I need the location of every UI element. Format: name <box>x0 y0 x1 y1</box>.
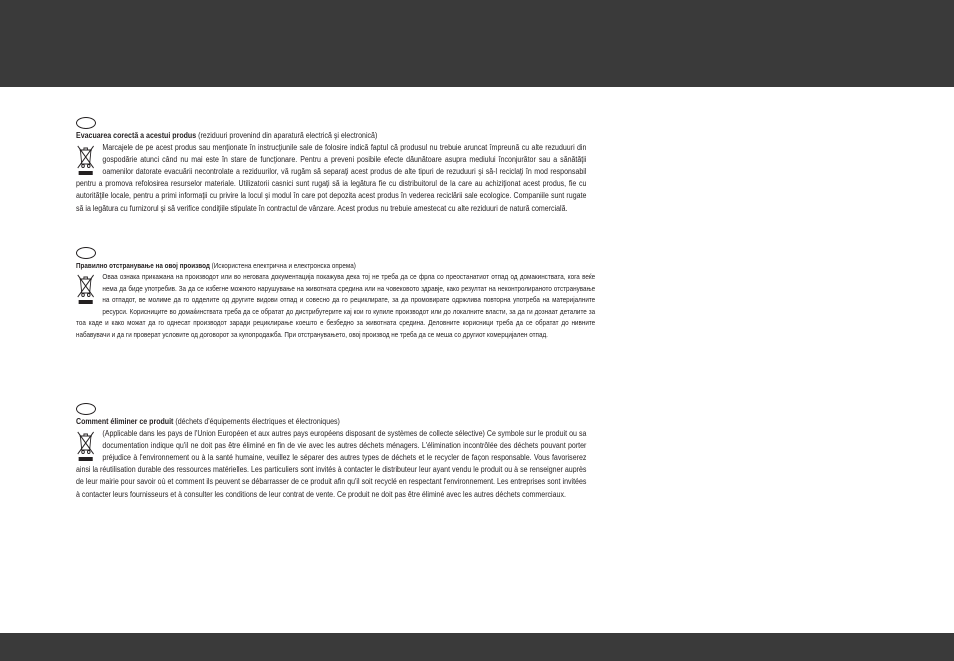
crossed-out-wheelie-bin-icon <box>76 429 97 463</box>
disposal-section-fr <box>76 403 586 501</box>
section-heading <box>76 130 586 142</box>
disposal-section-mk <box>76 247 596 341</box>
crossed-out-wheelie-bin-icon <box>76 272 97 306</box>
section-title: Comment éliminer ce produit <box>76 417 174 426</box>
disposal-section-ro <box>76 117 586 215</box>
section-body <box>76 271 595 341</box>
section-body <box>76 428 586 501</box>
crossed-out-wheelie-bin-icon <box>76 143 97 177</box>
section-title: Правилно отстранување на овој производ <box>76 261 210 270</box>
section-subtitle: (Искористена електрична и електронска опрема) <box>211 261 356 270</box>
header-bar <box>0 0 954 87</box>
section-text: Оваа ознака прикажана на производот или во неговата документација покажува дека тој не треба да се фрла со преостанатиот отпад од домакинствата, кога веќе нема да биде употребив. За да се избегне можното нарушување на животната средина или на човековото здравје, како резултат на неконтролираното отстранување на отпадот, ве молиме да го одделите од другите видови отпад и совесно да го рециклирате, за да промовирате одржлива повторна употреба на материјалните ресурси. Корисниците во домаќинствата треба да се обратат до дистрибутерите кај кои го купиле производот или до локалните власти, за да ги дознаат деталите за тоа каде и како можат да го однесат производот заради рециклирање коешто е безбедно за животната средина. Деловните корисници треба да се обратат до нивните набавувачи и да ги проверат условите од договорот за купопродажба. При отстранувањето, овој производ не треба да се меша со другиот комерцијален отпад. <box>76 272 596 339</box>
section-heading <box>76 260 604 271</box>
footer-bar <box>0 633 954 661</box>
section-text: (Applicable dans les pays de l'Union Européen et aux autres pays européens disposant de systèmes de collecte sélective) Ce symbole sur le produit ou sa documentation indique qu'il ne doit pas être éliminé en fin de vie avec les autres déchets ménagers. L'élimination incontrôlée des déchets pouvant porter préjudice à l'environnement ou à la santé humaine, veuillez le séparer des autres types de déchets et le recycler de façon responsable. Vous favoriserez ainsi la réutilisation durable des ressources matérielles. Les particuliers sont invités à contacter le distributeur leur ayant vendu le produit ou à se renseigner auprès de leur mairie pour savoir où et comment ils peuvent se débarrasser de ce produit afin qu'il soit recyclé en respectant l'environnement. Les entreprises sont invitées à contacter leurs fournisseurs et à consulter les conditions de leur contrat de vente. Ce produit ne doit pas être éliminé avec les autres déchets commerciaux. <box>76 428 587 499</box>
section-heading <box>76 416 586 428</box>
section-body <box>76 142 586 215</box>
section-text: Marcajele de pe acest produs sau menţionate în instrucţiunile sale de folosire indică faptul că produsul nu trebuie aruncat împreună cu alte rezuduuri din gospodărie atunci când nu mai este în stare de funcţionare. Pentru a preveni posibile efecte dăunătoare asupra mediului înconjurător sau a sănătăţii oamenilor datorate evacuării necontrolate a reziduurilor, vă rugăm să separaţi acest produs de alte tipuri de rezuduuri şi să-l reciclaţi în mod responsabil pentru a promova refolosirea resurselor materiale. Utilizatorii casnici sunt rugaţi să ia legătura fie cu distribuitorul de la care au achiziţionat acest produs, fie cu autorităţile locale, pentru a primi informaţii cu privire la locul şi modul în care pot depozita acest produs în vederea reciclării sale ecologice. Companiile sunt rugate să ia legătura cu furnizorul şi să verifice condiţiile stipulate în contractul de vânzare. Acest produs nu trebuie amestecat cu alte reziduuri de natură comercială. <box>76 142 587 213</box>
language-oval-icon <box>76 247 96 259</box>
language-oval-icon <box>76 117 96 129</box>
section-subtitle: (reziduuri provenind din aparatură electrică şi electronică) <box>198 131 378 140</box>
section-subtitle: (déchets d'équipements électriques et électroniques) <box>175 417 340 426</box>
language-oval-icon <box>76 403 96 415</box>
section-title: Evacuarea corectă a acestui produs <box>76 131 197 140</box>
